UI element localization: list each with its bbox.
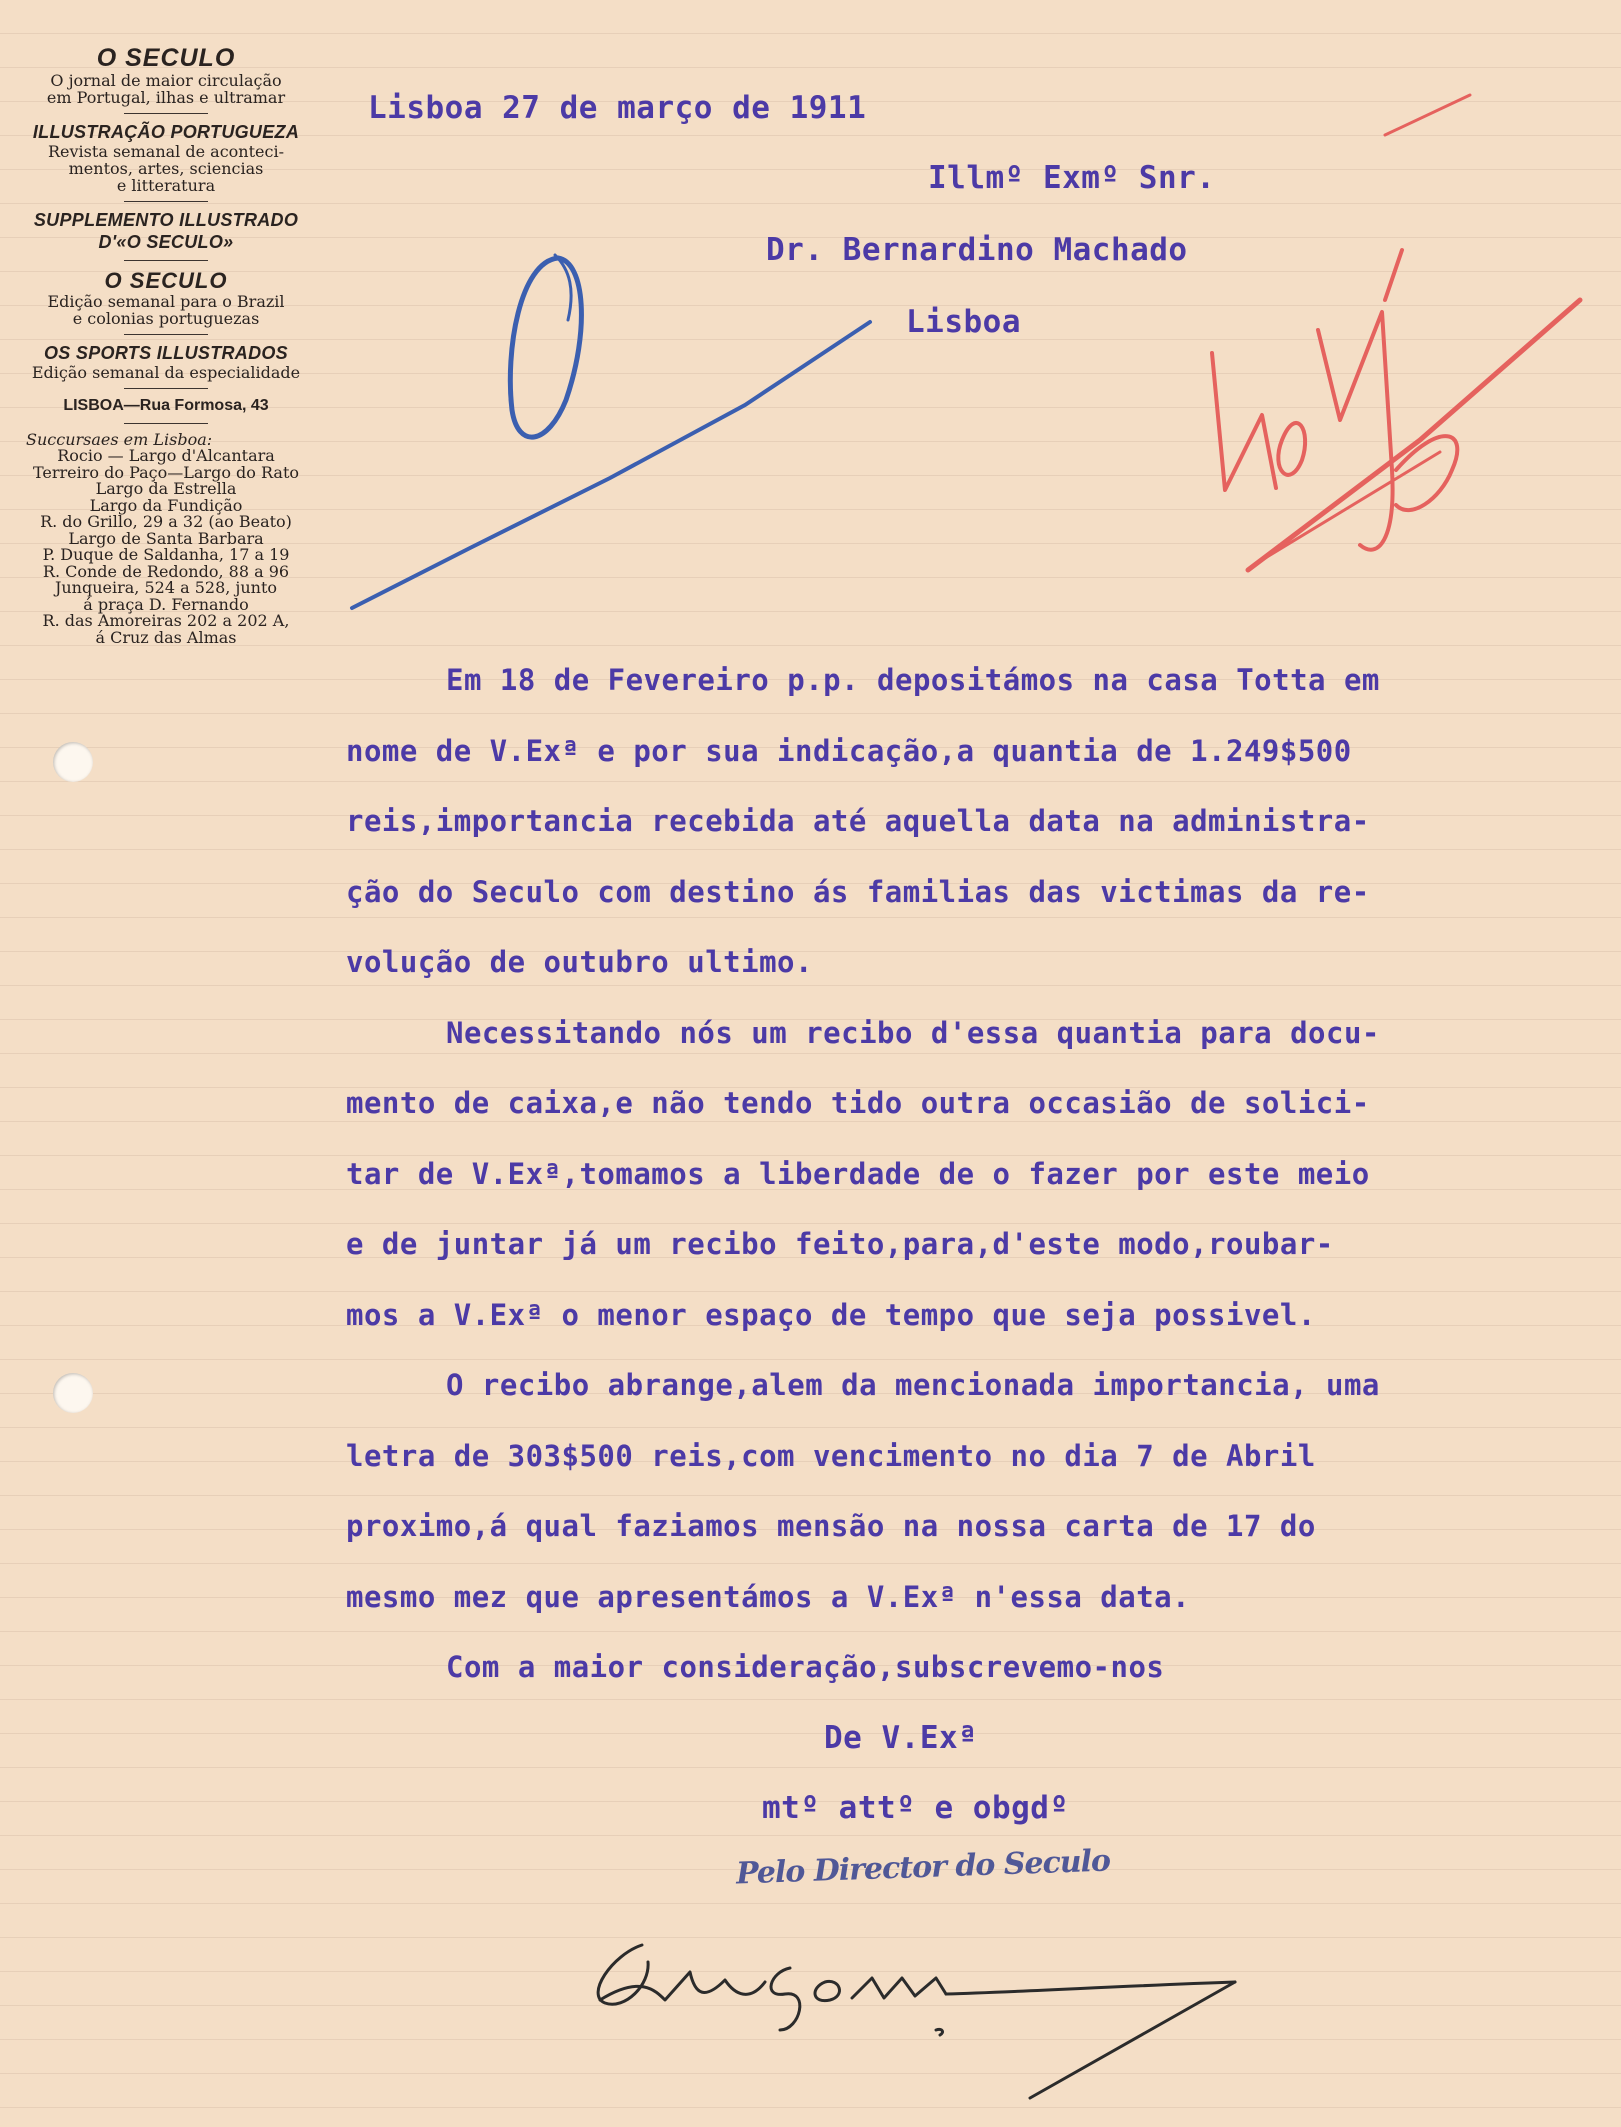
publication-description: Revista semanal de aconteci- <box>48 142 284 161</box>
branch-address: R. Conde de Redondo, 88 a 96 <box>42 561 290 581</box>
letter-date: Lisboa 27 de março de 1911 <box>368 90 867 126</box>
branch-address: P. Duque de Saldanha, 17 a 19 <box>42 545 290 564</box>
letter-body-line: e de juntar já um recibo feito,para,d'este modo,roubar- <box>346 1227 1334 1261</box>
letter-body-line: Em 18 de Fevereiro p.p. depositámos na casa Totta em <box>446 663 1380 697</box>
letter-body-line: mento de caixa,e não tendo tido outra occasião de solici- <box>346 1086 1370 1120</box>
branch-address: Largo de Santa Barbara <box>68 528 264 548</box>
letter-city: Lisboa <box>906 304 1021 340</box>
letterhead-address: LISBOA—Rua Formosa, 43 <box>63 397 269 414</box>
letter-body-line: reis,importancia recebida até aquella data na administra- <box>346 804 1370 838</box>
letter-body-line: mesmo mez que apresentámos a V.Exª n'essa data. <box>346 1580 1191 1614</box>
publication-description: e litteratura <box>116 176 216 195</box>
branch-address: Largo da Estrella <box>95 479 237 498</box>
publication-heading: SUPPLEMENTO ILLUSTRADO <box>33 210 299 230</box>
publication-heading: OS SPORTS ILLUSTRADOS <box>44 343 288 363</box>
letterhead-tagline: em Portugal, ilhas e ultramar <box>46 88 286 107</box>
branch-address: R. do Grillo, 29 a 32 (ao Beato) <box>40 512 292 531</box>
branches-title: Succursaes em Lisboa: <box>26 430 213 449</box>
publication-heading: D'«O SECULO» <box>98 232 234 252</box>
director-stamp: Pelo Director do Seculo <box>735 1843 1111 1892</box>
branch-address: Terreiro do Paço—Largo do Rato <box>32 462 300 482</box>
publication-heading: ILLUSTRAÇÃO PORTUGUEZA <box>32 122 300 142</box>
letter-body-line: letra de 303$500 reis,com vencimento no dia 7 de Abril <box>346 1439 1316 1473</box>
letter-recipient: Dr. Bernardino Machado <box>766 232 1188 268</box>
letter-body-line: Necessitando nós um recibo d'essa quantia para docu- <box>446 1016 1380 1050</box>
letter-body-line: nome de V.Exª e por sua indicação,a quantia de 1.249$500 <box>346 734 1352 768</box>
letter-body-line: mos a V.Exª o menor espaço de tempo que seja possivel. <box>346 1298 1316 1332</box>
handwritten-signature <box>598 1945 1235 2098</box>
branch-address: á praça D. Fernando <box>83 594 249 614</box>
branch-address: Rocio — Largo d'Alcantara <box>57 446 275 465</box>
letter-body-line: ção do Seculo com destino ás familias das victimas da re- <box>346 875 1370 909</box>
publication-description: Edição semanal para o Brazil <box>47 292 285 311</box>
letter-body-line: proximo,á qual faziamos mensão na nossa carta de 17 do <box>346 1509 1316 1543</box>
branch-address: R. das Amoreiras 202 a 202 A, <box>42 611 290 630</box>
blue-pencil-mark <box>352 255 870 608</box>
red-pencil-mark <box>1212 95 1580 570</box>
letterhead-tagline: O jornal de maior circulação <box>50 71 282 90</box>
letter-closing: De V.Exª <box>824 1720 978 1756</box>
branch-address: Largo da Fundição <box>89 495 243 515</box>
letter-body-line: tar de V.Exª,tomamos a liberdade de o fazer por este meio <box>346 1157 1370 1191</box>
letter-salutation: Illmº Exmº Snr. <box>928 160 1216 196</box>
letter-body-line: volução de outubro ultimo. <box>346 945 813 979</box>
publication-description: mentos, artes, sciencias <box>68 159 264 178</box>
publication-description: Edição semanal da especialidade <box>31 363 301 382</box>
letterhead-title: O SECULO <box>96 44 236 72</box>
letter-body-line: O recibo abrange,alem da mencionada importancia, uma <box>446 1368 1380 1402</box>
letter-body-line: Com a maior consideração,subscrevemo-nos <box>446 1650 1165 1684</box>
publication-description: e colonias portuguezas <box>72 309 260 328</box>
letter-closing: mtº attº e obgdº <box>762 1790 1069 1826</box>
branch-address: Junqueira, 524 a 528, junto <box>54 578 278 597</box>
publication-heading: O SECULO <box>104 268 228 293</box>
branch-address: á Cruz das Almas <box>95 627 237 647</box>
